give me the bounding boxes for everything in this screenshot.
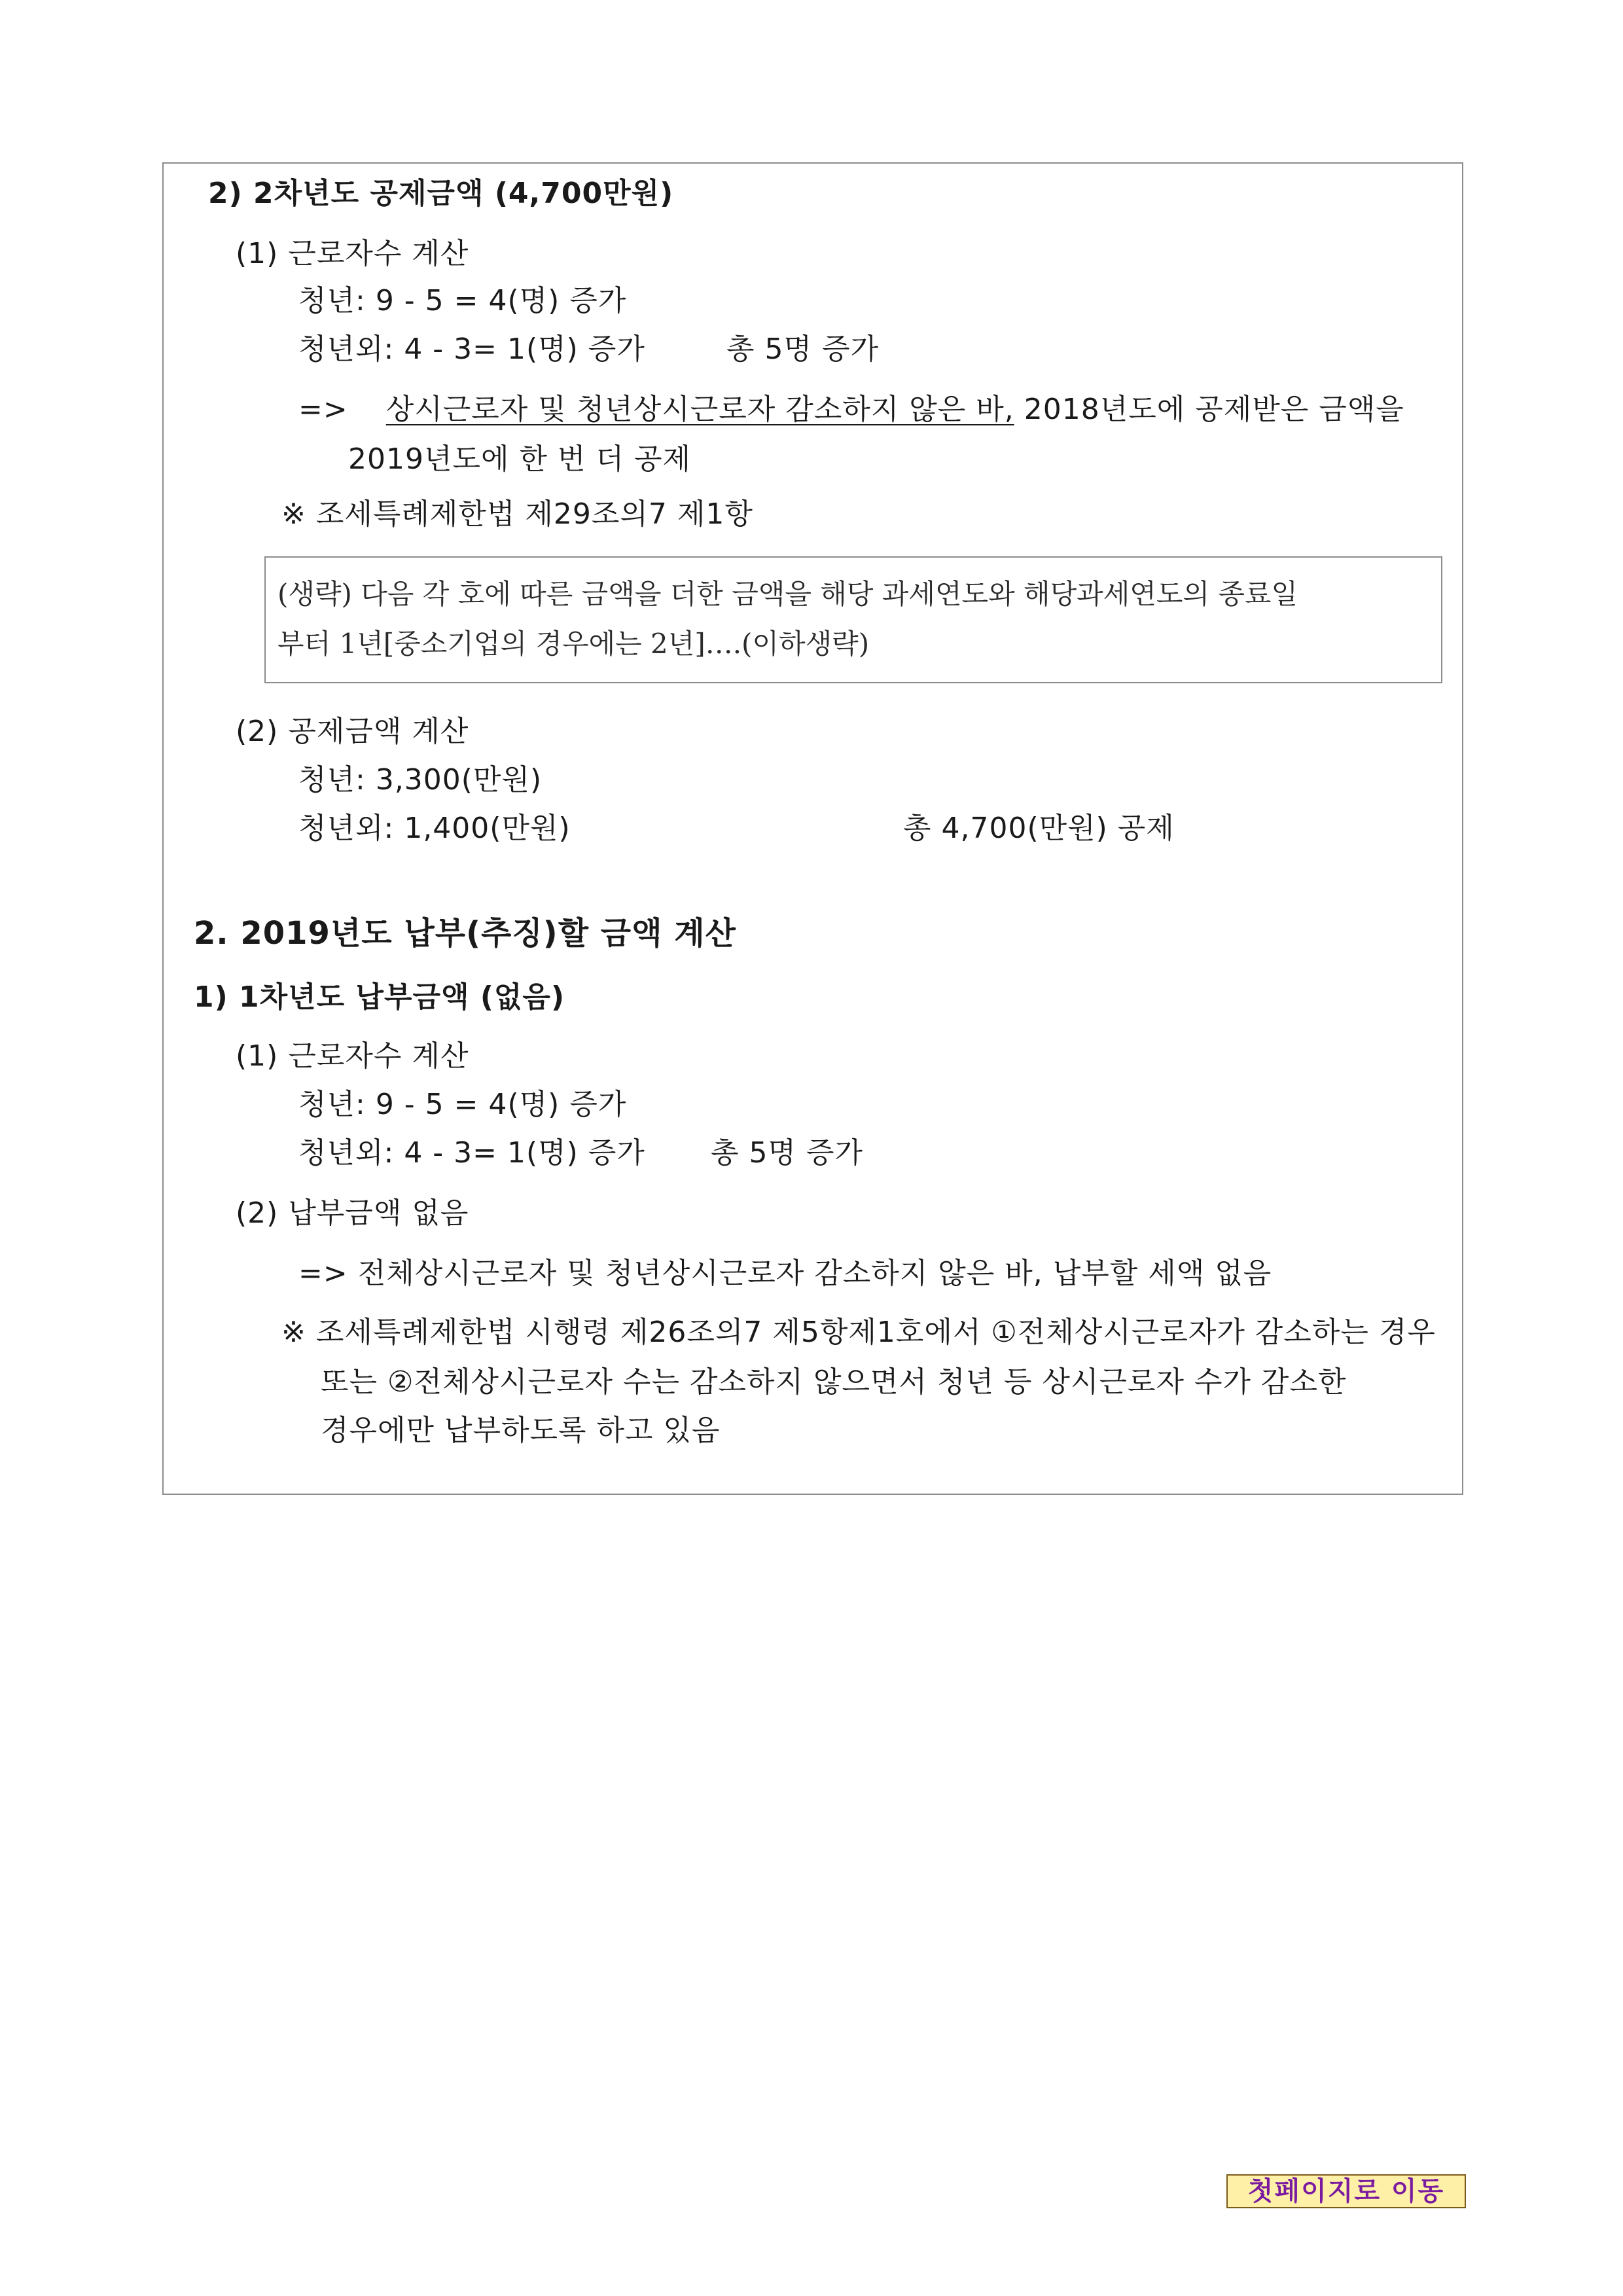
deduction-total-line: 총 4,700(만원) 공제 <box>903 812 1175 845</box>
deduction-youth-line: 청년: 3,300(만원) <box>298 763 543 797</box>
total-increase-line: 총 5명 증가 <box>726 332 879 366</box>
law-quote-line-1: (생략) 다음 각 호에 따른 금액을 더한 금액을 해당 과세연도와 해당과세연도의 종료일 <box>277 578 1298 610</box>
law-quote-line-2: 부터 1년[중소기업의 경우에는 2년]….(이하생략) <box>277 628 870 660</box>
decree-note-line-1: ※ 조세특례제한법 시행령 제26조의7 제5항제1호에서 ①전체상시근로자가 감소하는 경우 <box>281 1316 1436 1349</box>
workers-calc-title: (1) 근로자수 계산 <box>236 237 469 270</box>
underlined-condition: 상시근로자 및 청년상시근로자 감소하지 않은 바, <box>385 393 1014 426</box>
non-youth-count-line-2019: 청년외: 4 - 3= 1(명) 증가 <box>298 1136 645 1170</box>
section-2019-heading: 2. 2019년도 납부(추징)할 금액 계산 <box>194 915 736 952</box>
goto-first-page-label: 첫페이지로 이동 <box>1247 2176 1445 2206</box>
conclusion-line <box>298 391 1404 428</box>
youth-count-line-2019: 청년: 9 - 5 = 4(명) 증가 <box>298 1088 627 1121</box>
first-year-payment-heading: 1) 1차년도 납부금액 (없음) <box>194 980 565 1014</box>
payment-calc-title: (2) 납부금액 없음 <box>236 1196 469 1230</box>
decree-note-line-3: 경우에만 납부하도록 하고 있음 <box>321 1414 721 1447</box>
deduction-non-youth-line: 청년외: 1,400(만원) <box>298 812 571 845</box>
non-youth-count-line: 청년외: 4 - 3= 1(명) 증가 <box>298 332 645 366</box>
no-payment-conclusion: => 전체상시근로자 및 청년상시근로자 감소하지 않은 바, 납부할 세액 없음 <box>298 1257 1272 1290</box>
decree-note-line-2: 또는 ②전체상시근로자 수는 감소하지 않으면서 청년 등 상시근로자 수가 감소한 <box>321 1365 1347 1399</box>
conclusion-continuation: 2019년도에 한 번 더 공제 <box>348 442 691 476</box>
conclusion-rest: 2018년도에 공제받은 금액을 <box>1014 393 1404 426</box>
goto-first-page-button[interactable] <box>1226 2174 1466 2208</box>
total-increase-line-2019: 총 5명 증가 <box>711 1136 863 1170</box>
arrow-prefix: => <box>298 393 348 426</box>
deduction-calc-title: (2) 공제금액 계산 <box>236 715 469 748</box>
second-year-heading: 2) 2차년도 공제금액 (4,700만원) <box>208 177 674 210</box>
law-reference-note: ※ 조세특례제한법 제29조의7 제1항 <box>281 497 753 531</box>
youth-count-line: 청년: 9 - 5 = 4(명) 증가 <box>298 284 627 317</box>
workers-calc-title-2019: (1) 근로자수 계산 <box>236 1039 469 1073</box>
